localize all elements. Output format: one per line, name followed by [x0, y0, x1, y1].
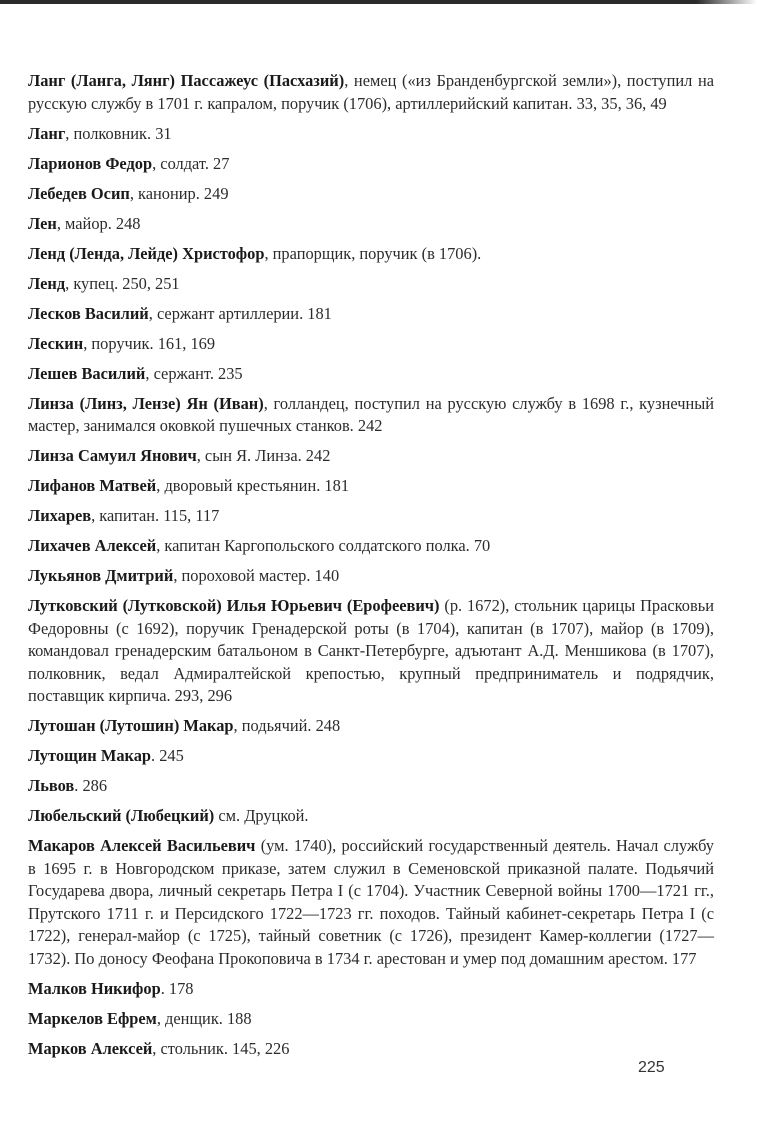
- index-entry: [28, 835, 714, 970]
- index-entry: [28, 505, 714, 528]
- entry-name: Лифанов Матвей: [28, 476, 157, 495]
- entry-description: , полковник. 31: [65, 123, 172, 143]
- entry-description: (ум. 1740), российский государственный деятель. Начал службу в 1695 г. в Новгородском приказе, затем служил в Семеновской приказной палате. Подьячий Государева двора, личный секретарь Петра I (с 1704). Участник Северной войны 1700—1721 гг., Прутского 1711 г. и Персидского 1722—1723 гг. походов. Тайный кабинет-секретарь Петра I (с 1722), генерал-майор (с 1725), тайный советник (с 1726), президент Камер-коллегии (1727—1732). По доносу Феофана Прокоповича в 1734 г. арестован и умер под домашним арестом. 177: [28, 836, 714, 968]
- index-entry: [28, 303, 714, 326]
- entry-name: Львов: [28, 776, 75, 795]
- entry-name: Лихачев Алексей: [28, 536, 157, 555]
- entry-name: Лутковский (Лутковской) Илья Юрьевич (Ерофеевич): [28, 596, 440, 615]
- index-entry: [28, 745, 714, 768]
- index-entry: [28, 123, 714, 146]
- index-entry: [28, 1008, 714, 1031]
- entry-description: , прапорщик, поручик (в 1706).: [264, 243, 482, 263]
- entry-name: Ларионов Федор: [28, 153, 153, 173]
- entry-name: Любельский (Любецкий): [28, 806, 215, 825]
- entry-description: , подьячий. 248: [233, 716, 341, 735]
- index-entry: [28, 70, 714, 115]
- entry-description: , купец. 250, 251: [65, 273, 180, 293]
- entry-description: , голландец, поступил на русскую службу в 1698 г., кузнечный мастер, занимался оковкой пушечных станков. 242: [28, 393, 715, 435]
- entry-name: Малков Никифор: [28, 978, 161, 998]
- entry-description: , сержант. 235: [145, 363, 243, 383]
- entry-description: , сын Я. Линза. 242: [196, 446, 331, 465]
- index-entry: [28, 535, 714, 558]
- entry-name: Лескин: [28, 333, 84, 353]
- entry-name: Лутошан (Лутошин) Макар: [28, 716, 234, 735]
- entry-description: . 286: [74, 776, 108, 795]
- entry-description: . 245: [151, 746, 184, 765]
- index-entry: [28, 213, 714, 236]
- entry-name: Линза (Линз, Лензе) Ян (Иван): [28, 393, 264, 413]
- entry-description: , денщик. 188: [156, 1008, 252, 1028]
- entry-name: Маркелов Ефрем: [28, 1008, 157, 1028]
- index-entry: [28, 715, 714, 738]
- page-number: 225: [638, 1059, 665, 1076]
- index-entry: [28, 978, 714, 1001]
- index-entry: [28, 565, 714, 588]
- index-entry: [28, 273, 714, 296]
- entry-description: , дворовый крестьянин. 181: [156, 476, 350, 495]
- entry-description: , сержант артиллерии. 181: [148, 303, 332, 323]
- entry-description: , стольник. 145, 226: [152, 1038, 290, 1058]
- entry-name: Линза Самуил Янович: [28, 446, 197, 465]
- entry-name: Лутощин Макар: [28, 746, 152, 765]
- entry-name: Ленд (Ленда, Лейде) Христофор: [28, 243, 265, 263]
- entry-name: Лен: [28, 213, 57, 233]
- index-page: [28, 70, 714, 1068]
- entry-name: Ланг (Ланга, Лянг) Пассажеус (Пасхазий): [28, 71, 345, 90]
- entry-name: Ланг: [28, 123, 66, 143]
- entry-description: , майор. 248: [56, 213, 141, 233]
- index-entry: [28, 805, 714, 828]
- entry-description: , капитан. 115, 117: [91, 506, 220, 525]
- entry-description: , пороховой мастер. 140: [173, 566, 340, 585]
- entry-description: , канонир. 249: [129, 183, 229, 203]
- entry-name: Лебедев Осип: [28, 183, 130, 203]
- index-entry: [28, 475, 714, 498]
- entry-description: . 178: [160, 978, 194, 998]
- index-entry: [28, 153, 714, 176]
- entry-name: Лесков Василий: [28, 303, 149, 323]
- entry-description: , солдат. 27: [152, 153, 230, 173]
- entry-name: Макаров Алексей Васильевич: [28, 836, 256, 855]
- index-entry: [28, 1038, 714, 1061]
- index-entry: [28, 393, 714, 438]
- index-entry: [28, 595, 714, 708]
- index-entry: [28, 333, 714, 356]
- entry-name: Марков Алексей: [28, 1038, 153, 1058]
- entry-description: , немец («из Бранденбургской земли»), поступил на русскую службу в 1701 г. капралом, поручик (1706), артиллерийский капитан. 33, 35, 36, 49: [28, 71, 714, 113]
- entry-description: (р. 1672), стольник царицы Прасковьи Федоровны (с 1692), поручик Гренадерской роты (в 1704), капитан (в 1707), майор (в 1709), командовал гренадерским батальоном в Санкт-Петербурге, адъютант А.Д. Меншикова (в 1707), полковник, ведал Адмиралтейской крепостью, крупный предприниматель и подрядчик, поставщик кирпича. 293, 296: [28, 596, 714, 705]
- entry-name: Лешев Василий: [28, 363, 146, 383]
- entry-description: , капитан Каргопольского солдатского полка. 70: [156, 536, 491, 555]
- entry-name: Ленд: [28, 273, 66, 293]
- entry-description: см. Друцкой.: [214, 806, 309, 825]
- top-border-rule: [0, 0, 757, 4]
- index-entry: [28, 775, 714, 798]
- index-entry: [28, 243, 714, 266]
- entry-name: Лукьянов Дмитрий: [28, 566, 174, 585]
- index-entry: [28, 363, 714, 386]
- entry-name: Лихарев: [28, 506, 92, 525]
- index-entry: [28, 445, 714, 468]
- entry-description: , поручик. 161, 169: [83, 333, 216, 353]
- index-entry: [28, 183, 714, 206]
